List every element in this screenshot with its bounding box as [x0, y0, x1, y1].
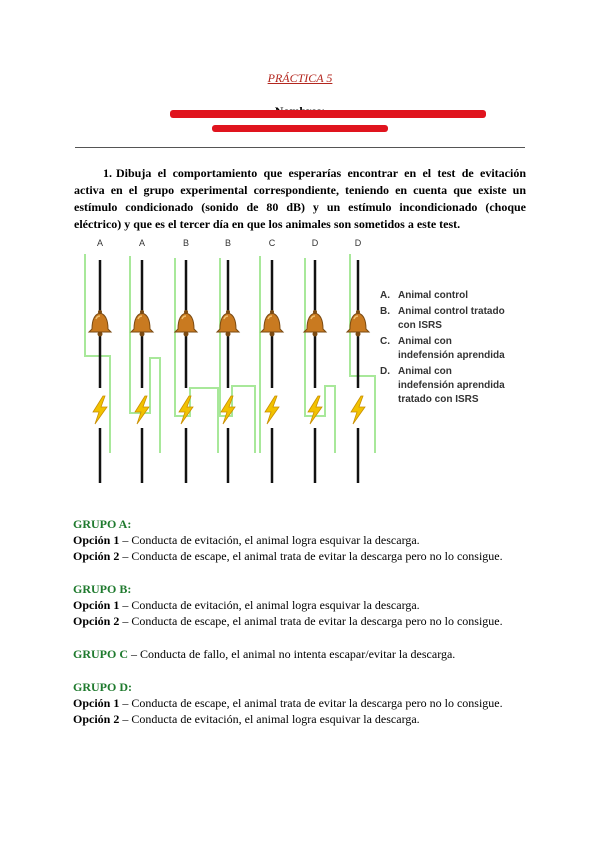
group-b-heading: GRUPO B: [73, 582, 132, 596]
column-label: B [224, 238, 232, 248]
bell-icon [89, 310, 111, 337]
column-label: B [182, 238, 190, 248]
bell-icon [131, 310, 153, 337]
lightning-icon [308, 396, 322, 424]
trace-1 [85, 254, 110, 453]
question-text: Dibuja el comportamiento que esperarías encontrar en el test de evitación activa en el grupo experimental correspondiente, teniendo en cuenta que existe un estímulo condicionado (sonido de 80 dB) y un estímulo incondicionado (choque eléctrico) y que es el tercer día en que los animales son sometidos a este test. [74, 166, 526, 231]
column-label: D [354, 238, 362, 248]
question-number: 1. [103, 166, 112, 180]
divider [75, 147, 525, 148]
column-label: D [311, 238, 319, 248]
trace-6 [305, 258, 335, 453]
group-d-heading: GRUPO D: [73, 680, 132, 694]
bell-icon [175, 310, 197, 337]
trace-2 [130, 256, 160, 453]
group-b-option-2: Opción 2 – Conducta de escape, el animal trata de evitar la descarga pero no lo consigue. [73, 614, 503, 628]
lightning-icon [93, 396, 107, 424]
group-d-option-1: Opción 1 – Conducta de escape, el animal trata de evitar la descarga pero no lo consigue. [73, 696, 503, 710]
trace-4 [220, 258, 255, 453]
lightning-icon [265, 396, 279, 424]
bell-icon [261, 310, 283, 337]
bell-icon [304, 310, 326, 337]
page-title: PRÁCTICA 5 [267, 71, 333, 85]
redaction-bar [212, 125, 388, 132]
legend-item: A. Animal control [380, 290, 469, 301]
groups-section [73, 516, 543, 727]
group-d-option-2: Opción 2 – Conducta de evitación, el animal logra esquivar la descarga. [73, 712, 420, 726]
lightning-icon [135, 396, 149, 424]
redaction-bar [170, 110, 486, 118]
group-a-option-2: Opción 2 – Conducta de escape, el animal trata de evitar la descarga pero no lo consigue. [73, 549, 503, 563]
group-a-option-1: Opción 1 – Conducta de evitación, el animal logra esquivar la descarga. [73, 533, 420, 547]
lightning-icon [351, 396, 365, 424]
legend-item: B. Animal control tratado con ISRS [380, 306, 505, 331]
column-label: C [268, 238, 276, 248]
column-label: A [96, 238, 104, 248]
diagram-legend [380, 289, 510, 409]
group-c-line: GRUPO C – Conducta de fallo, el animal no intenta escapar/evitar la descarga. [73, 647, 456, 661]
group-a-heading: GRUPO A: [73, 517, 132, 531]
group-b-option-1: Opción 1 – Conducta de evitación, el animal logra esquivar la descarga. [73, 598, 420, 612]
legend-item: C. Animal con indefensión aprendida [380, 336, 505, 361]
legend-item: D. Animal con indefensión aprendida tratado con ISRS [380, 366, 505, 405]
column-label: A [138, 238, 146, 248]
question [74, 165, 526, 233]
